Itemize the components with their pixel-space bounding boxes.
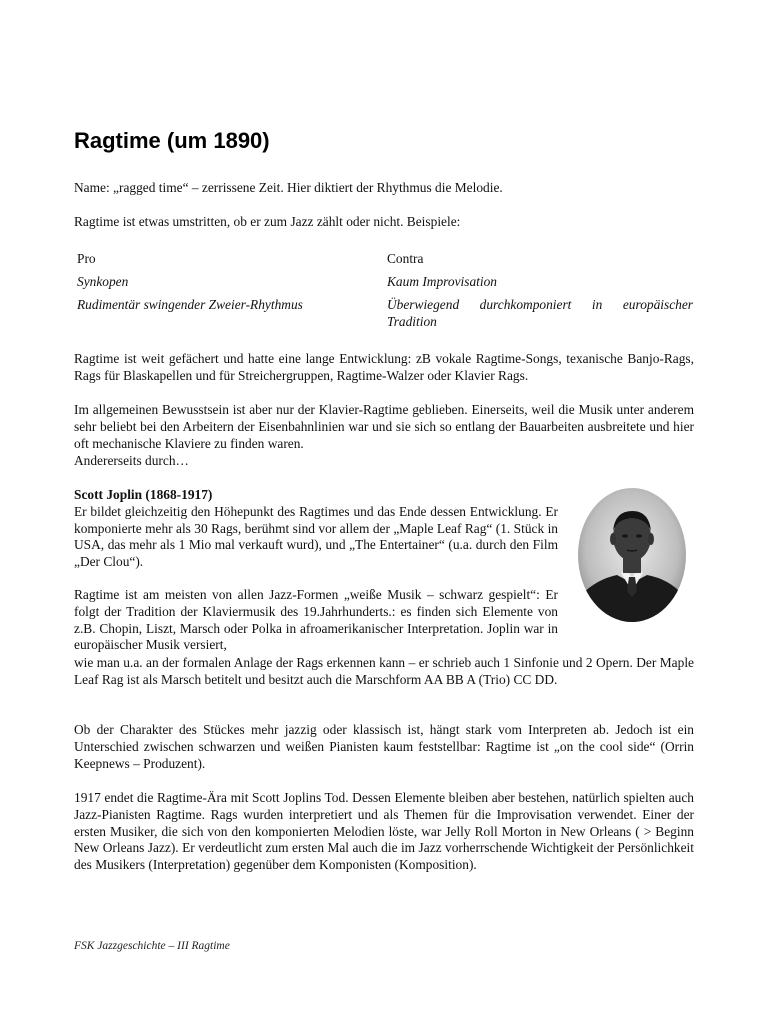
intro-paragraph-name: Name: „ragged time“ – zerrissene Zeit. Hier diktiert der Rhythmus die Melodie. (74, 180, 503, 195)
paragraph-european-tradition-cont: wie man u.a. an der formalen Anlage der Rags erkennen kann – er schrieb auch 1 Sinfonie und 2 Opern. Der Maple Leaf Rag ist als Marsch betitelt und besitzt auch die Marschform AA BB A (Trio) CC DD. (74, 655, 694, 687)
portrait-photo-icon (577, 487, 687, 623)
page-title: Ragtime (um 1890) (74, 128, 270, 153)
joplin-heading: Scott Joplin (1868-1917) (74, 487, 213, 502)
page-footer: FSK Jazzgeschichte – III Ragtime (74, 940, 230, 952)
pro-contra-table (74, 250, 696, 336)
table-cell: Überwiegend durchkomponiert in europäischer Tradition (387, 297, 693, 329)
table-header-contra: Contra (387, 251, 424, 266)
joplin-section (74, 487, 558, 571)
table-row (74, 296, 696, 336)
paragraph-end-of-era: 1917 endet die Ragtime-Ära mit Scott Joplins Tod. Dessen Elemente bleiben aber bestehen, natürlich spielten auch Jazz-Pianisten Ragtime. Rags wurden interpretiert und als Themen für die Improvisation verwendet. Einer der ersten Musiker, die sich von den komponierten Melodien löste, war Jelly Roll Morton in New Orleans ( > Beginn New Orleans Jazz). Er verdeutlicht zum ersten Mal auch die im Jazz vorherrschende Wichtigkeit der Persönlichkeit des Musikers (Interpretation) gegenüber dem Komponisten (Komposition). (74, 790, 694, 873)
paragraph-development: Ragtime ist weit gefächert und hatte eine lange Entwicklung: zB vokale Ragtime-Songs, texanische Banjo-Rags, Rags für Blaskapellen und für Streichergruppen, Ragtime-Walzer oder Klavier Rags. (74, 351, 694, 383)
table-cell: Rudimentär swingender Zweier-Rhythmus (77, 297, 303, 312)
paragraph-awareness: Im allgemeinen Bewusstsein ist aber nur der Klavier-Ragtime geblieben. Einerseits, weil die Musik unter anderem sehr beliebt bei den Arbeitern der Eisenbahnlinien war und sie sich so entlang der Bauarbeiten ausbreitete und hier oft mechanische Klaviere zu finden waren. (74, 402, 694, 451)
paragraph-andererseits: Andererseits durch… (74, 453, 189, 468)
paragraph-european-tradition: Ragtime ist am meisten von allen Jazz-Formen „weiße Musik – schwarz gespielt“: Er folgt der Tradition der Klaviermusik des 19.Jahrhunderts.: es finden sich Elemente von z.B. Chopin, Liszt, Marsch oder Polka in afroamerikanischer Interpretation. Joplin war in europäischer Musik versiert, (74, 587, 558, 653)
paragraph-character: Ob der Charakter des Stückes mehr jazzig oder klassisch ist, hängt stark vom Interpreten ab. Jedoch ist ein Unterschied zwischen schwarzen und weißen Pianisten kaum feststellbar: Ragtime ist „on the cool side“ (Orrin Keepnews – Produzent). (74, 722, 694, 771)
table-header-row (74, 250, 696, 273)
table-header-pro: Pro (77, 251, 96, 266)
table-cell: Synkopen (77, 274, 129, 289)
table-cell: Kaum Improvisation (387, 274, 497, 289)
table-row (74, 273, 696, 296)
joplin-text: Er bildet gleichzeitig den Höhepunkt des Ragtimes und das Ende dessen Entwicklung. Er komponierte mehr als 30 Rags, berühmt sind vor allem der „Maple Leaf Rag“ (1. Stück in USA, das mehr als 1 Mio mal verkauft wurd), und „The Entertainer“ (u.a. durch den Film „Der Clou“). (74, 503, 558, 570)
intro-paragraph-examples: Ragtime ist etwas umstritten, ob er zum Jazz zählt oder nicht. Beispiele: (74, 214, 461, 229)
